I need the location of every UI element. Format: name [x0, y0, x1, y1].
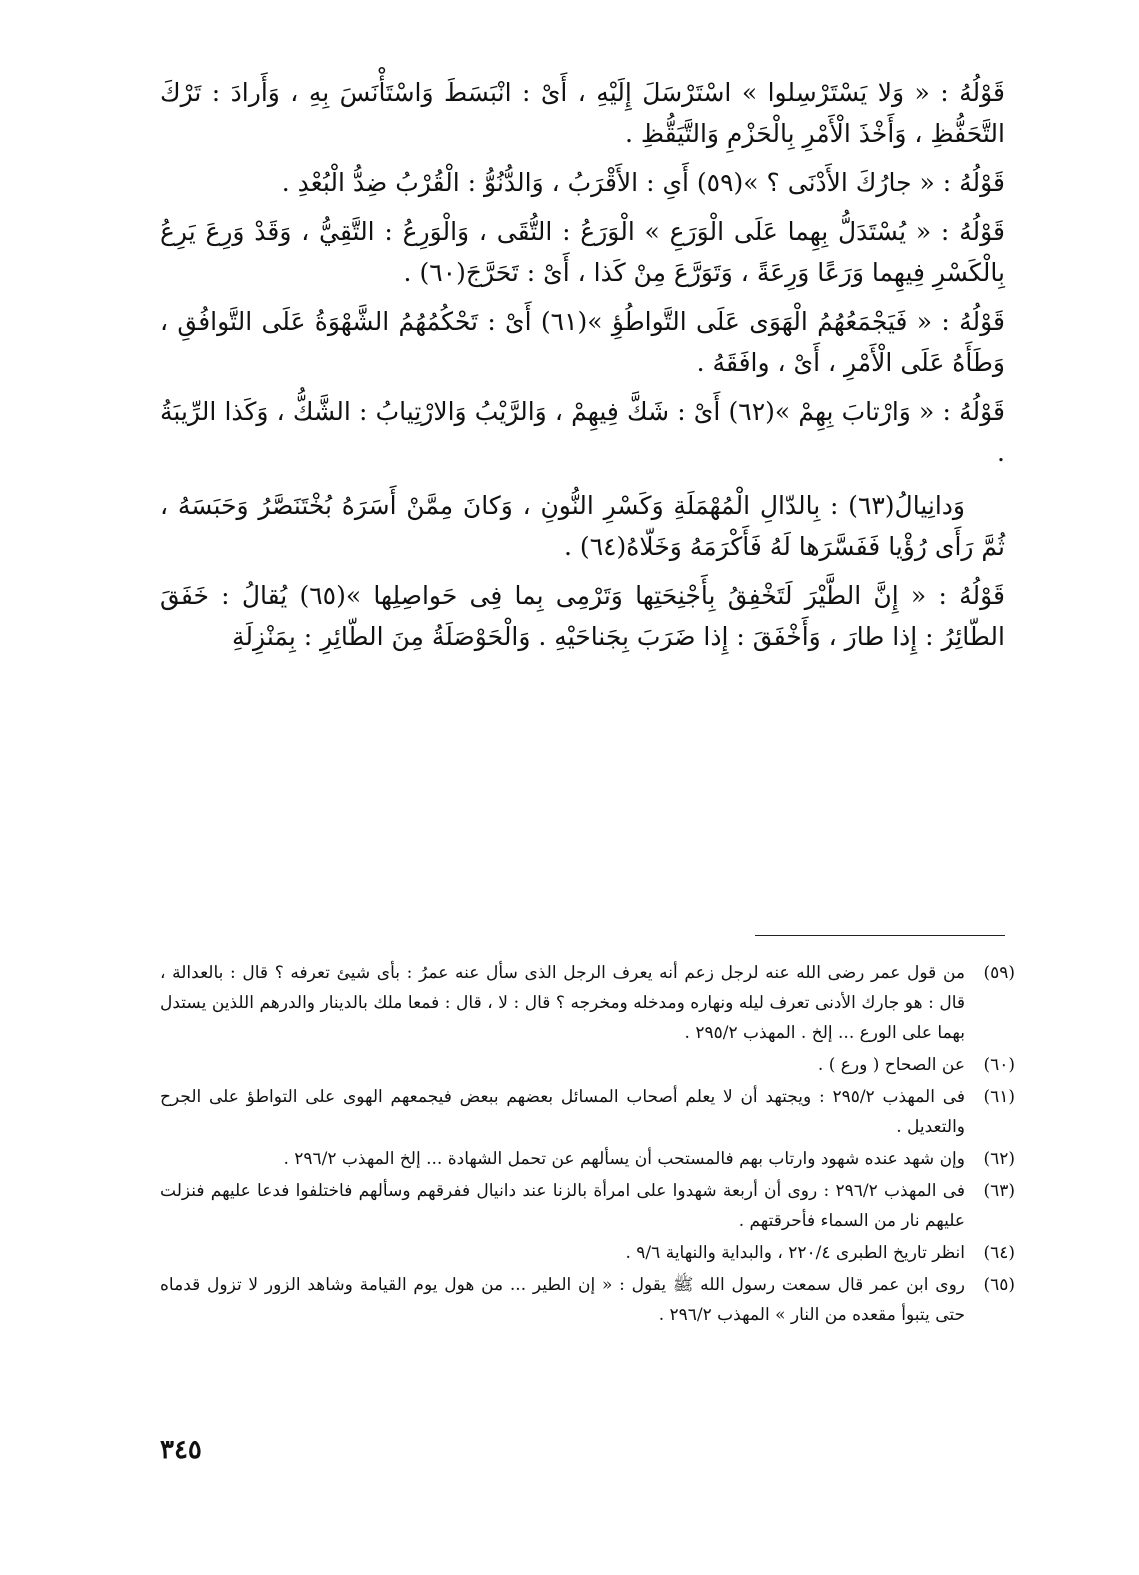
footnote-number: (٦١) — [983, 1087, 1015, 1107]
footnote-item — [160, 1050, 1015, 1080]
footnotes — [160, 958, 1015, 1332]
footnote-text: روى ابن عمر قال سمعت رسول الله ﷺ يقول : « إن الطير ... من هول يوم القيامة وشاهد الزور لا تزول قدماه حتى يتبوأ مقعده من النار » المهذب ٢٩٦/٢ . — [160, 1275, 965, 1325]
footnote-item — [160, 1176, 1015, 1236]
footnote-number: (٦٣) — [983, 1181, 1015, 1201]
footnote-item — [160, 1144, 1015, 1174]
paragraph: قَوْلُهُ : « وَلا يَسْتَرْسِلوا » اسْتَرْسَلَ إِلَيْهِ ، أَىْ : انْبَسَطَ وَاسْتَأْنَسَ بِهِ ، وَأَرادَ : تَرْكَ التَّحَفُّظِ ، وَأَخْذَ الْأَمْرِ بِالْحَزْمِ وَالتَّيَقُّظِ . — [160, 78, 1005, 148]
footnote-text: فى المهذب ٢٩٦/٢ : روى أن أربعة شهدوا على امرأة بالزنا عند دانيال ففرقهم وسألهم فاختلفوا فدعا عليهم فنزلت عليهم نار من السماء فأحرقتهم . — [160, 1181, 965, 1231]
footnote-text: عن الصحاح ( ورع ) . — [817, 1055, 965, 1075]
footnote-item — [160, 958, 1015, 1048]
paragraph: قَوْلُهُ : « إِنَّ الطَّيْرَ لَتَخْفِقُ بِأَجْنِحَتِها وَتَرْمِى بِما فِى حَواصِلِها »(٦٥) يُقالُ : خَفَقَ الطّائِرُ : إِذا طارَ ، وَأَخْفَقَ : إِذا ضَرَبَ بِجَناحَيْهِ . وَالْحَوْصَلَةُ مِنَ الطّائِرِ : بِمَنْزِلَةِ — [160, 581, 1005, 651]
footnote-text: انظر تاريخ الطبرى ٢٢٠/٤ ، والبداية والنهاية ٩/٦ . — [625, 1243, 965, 1263]
footnote-text: وإن شهد عنده شهود وارتاب بهم فالمستحب أن يسألهم عن تحمل الشهادة ... إلخ المهذب ٢٩٦/٢ . — [283, 1149, 965, 1169]
paragraph: قَوْلُهُ : « يُسْتَدَلُّ بِهِما عَلَى الْوَرَعِ » الْوَرَعُ : التُّقَى ، وَالْوَرِعُ : التَّقِيُّ ، وَقَدْ وَرِعَ يَرِعُ بِالْكَسْرِ فِيهِما وَرَعًا وَرِعَةً ، وَتَوَرَّعَ مِنْ كَذا ، أَىْ : تَحَرَّجَ(٦٠) . — [160, 217, 1005, 287]
footnote-number: (٦٠) — [983, 1055, 1015, 1075]
footnote-item — [160, 1270, 1015, 1330]
footnote-separator — [755, 935, 1005, 936]
paragraph: قَوْلُهُ : « فَيَجْمَعُهُمُ الْهَوَى عَلَى التَّواطُؤِ »(٦١) أَىْ : تَحْكُمُهُمُ الشَّهْوَةُ عَلَى التَّوافُقِ ، وَطَأَهُ عَلَى الْأَمْرِ ، أَىْ ، وافَقَهُ . — [160, 307, 1005, 377]
paragraph: قَوْلُهُ : « جارُكَ الأَدْنَى ؟ »(٥٩) أَىِ : الأَقْرَبُ ، وَالدُّنُوُّ : الْقُرْبُ ضِدُّ الْبُعْدِ . — [281, 168, 1005, 197]
main-text — [160, 72, 1005, 665]
footnote-number: (٥٩) — [983, 963, 1015, 983]
footnote-number: (٦٢) — [983, 1149, 1015, 1169]
footnote-number: (٦٤) — [983, 1243, 1015, 1263]
footnote-text: فى المهذب ٢٩٥/٢ : ويجتهد أن لا يعلم أصحاب المسائل بعضهم ببعض فيجمعهم الهوى على التواطؤ على الجرح والتعديل . — [160, 1087, 965, 1137]
page-number: ٣٤٥ — [160, 1435, 202, 1465]
paragraph: وَدانِيالُ(٦٣) : بِالدّالِ الْمُهْمَلَةِ وَكَسْرِ النُّونِ ، وَكانَ مِمَّنْ أَسَرَهُ بُخْتَنَصَّرُ وَحَبَسَهُ ، ثُمَّ رَأَى رُؤْيا فَفَسَّرَها لَهُ فَأَكْرَمَهُ وَخَلّاهُ(٦٤) . — [160, 491, 1005, 561]
footnote-number: (٦٥) — [983, 1275, 1015, 1295]
footnote-item — [160, 1082, 1015, 1142]
footnote-item — [160, 1238, 1015, 1268]
paragraph: قَوْلُهُ : « وَارْتابَ بِهِمْ »(٦٢) أَىْ : شَكَّ فِيهِمْ ، وَالرَّيْبُ وَالارْتِيابُ : الشَّكُّ ، وَكَذا الرِّيبَةُ . — [160, 397, 1005, 467]
footnote-text: من قول عمر رضى الله عنه لرجل زعم أنه يعرف الرجل الذى سأل عنه عمرُ : بأى شيئ تعرفه ؟ قال : بالعدالة ، قال : هو جارك الأدنى تعرف ليله ونهاره ومدخله ومخرجه ؟ قال : لا ، قال : فمعا ملك بالدينار والدرهم اللذين يستدل بهما على الورع ... إلخ . المهذب ٢٩٥/٢ . — [160, 963, 965, 1043]
